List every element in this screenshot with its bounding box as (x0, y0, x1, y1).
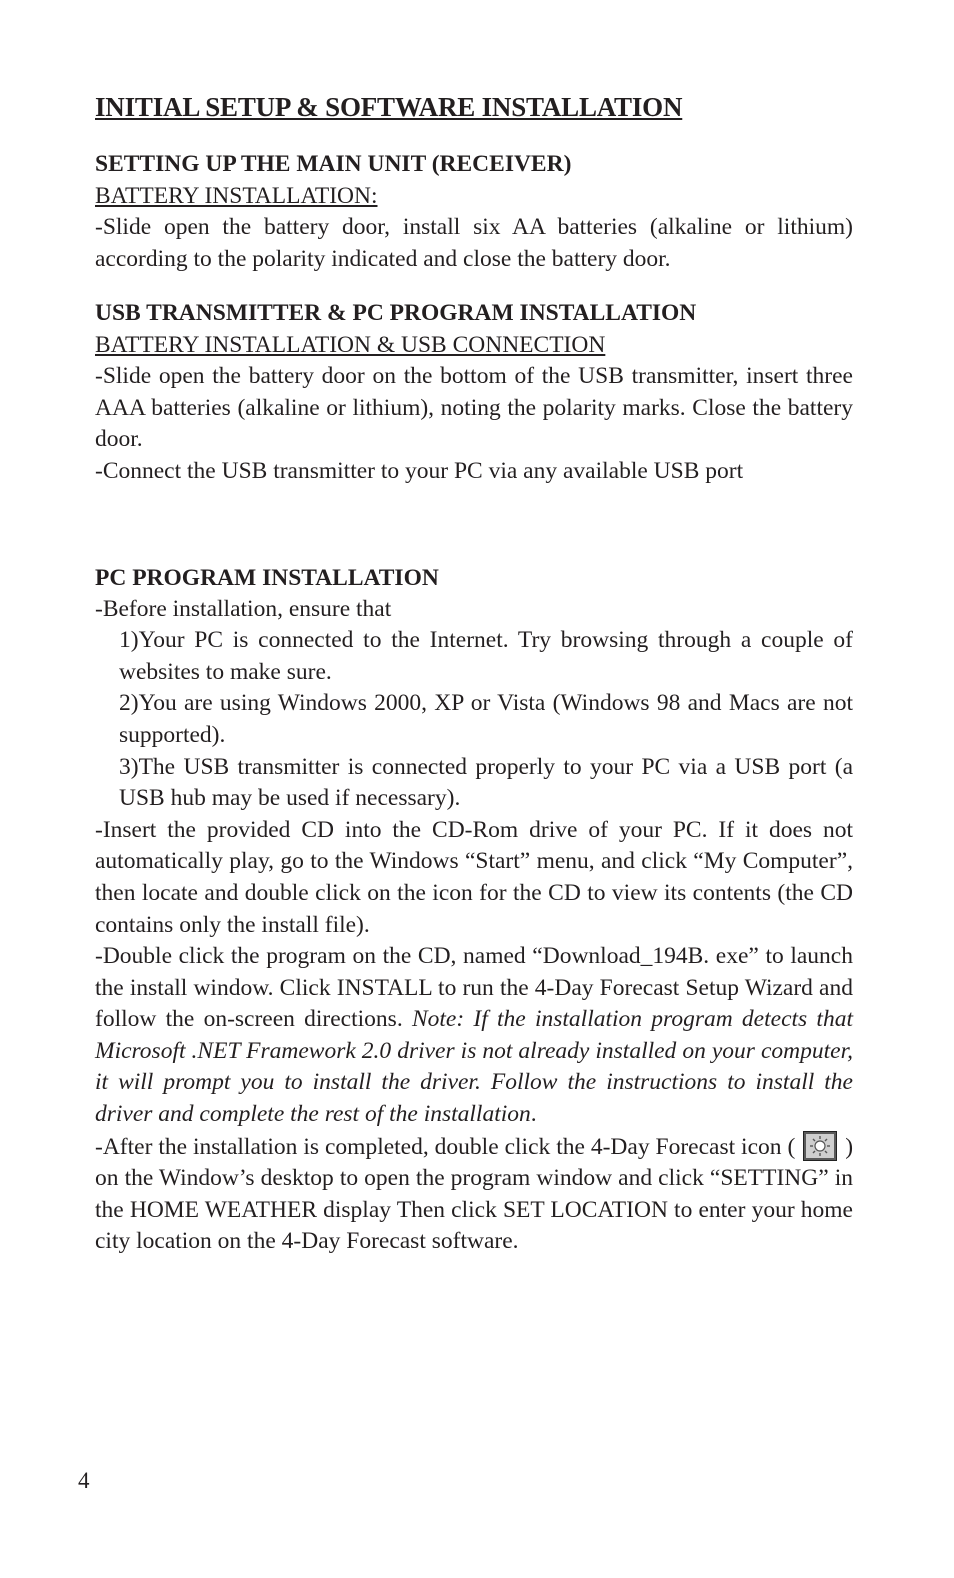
usb-subheading: BATTERY INSTALLATION & USB CONNECTION (95, 332, 606, 359)
pc-heading: PC PROGRAM INSTALLATION (95, 564, 439, 591)
page-number: 4 (78, 1468, 90, 1493)
usb-text-battery: -Slide open the battery door on the bottom of the USB transmitter, insert three AAA batteries (alkaline or lithium), noting the polarity marks. Close the battery door. (95, 363, 853, 453)
pc-item: 1)Your PC is connected to the Internet. Try browsing through a couple of websites to make sure. (119, 627, 853, 685)
pc-note: Note: If the installation program detects that Microsoft .NET Framework 2.0 driver is not already installed on your computer, it will prompt you to install the driver. Follow the instructions to install the driver and complete the rest of the installation (95, 1006, 853, 1128)
pc-after-install (95, 1131, 853, 1258)
page-title: INITIAL SETUP & SOFTWARE INSTALLATION (95, 92, 683, 122)
main-unit-heading: SETTING UP THE MAIN UNIT (RECEIVER) (95, 151, 572, 177)
pc-after-post: ) on the Window’s desktop to open the program window and click “SETTING” in the HOME WEATHER display Then click SET LOCATION to enter your home city location on the 4-Day Forecast software. (95, 1133, 854, 1255)
pc-item: 2)You are using Windows 2000, XP or Vista (Windows 98 and Macs are not supported). (119, 690, 853, 748)
main-unit-section (95, 148, 853, 275)
pc-insert-cd: -Insert the provided CD into the CD-Rom drive of your PC. If it does not automatically play, go to the Windows “Start” menu, and click “My Computer”, then locate and double click on the icon for the CD to view its contents (the CD contains only the install file). (95, 816, 853, 938)
usb-section (95, 297, 853, 487)
pc-intro: -Before installation, ensure that (95, 595, 392, 622)
pc-section (95, 562, 853, 1258)
pc-note-end: . (530, 1101, 537, 1128)
sun-weather-icon (803, 1131, 837, 1161)
main-unit-subheading: BATTERY INSTALLATION: (95, 183, 378, 209)
usb-text-connect: -Connect the USB transmitter to your PC via any available USB port (95, 457, 744, 484)
pc-double-click (95, 941, 853, 1131)
pc-after-pre: -After the installation is completed, double click the 4-Day Forecast icon ( (95, 1133, 796, 1160)
pc-item: 3)The USB transmitter is connected properly to your PC via a USB port (a USB hub may be used if necessary). (119, 753, 853, 812)
pc-double-click-text: -Double click the program on the CD, named “Download_194B. exe” to launch the install window. Click INSTALL to run the 4-Day Forecast Setup Wizard and follow the on-screen directions. (95, 943, 853, 1033)
main-unit-text: -Slide open the battery door, install six AA batteries (alkaline or lithium) according to the polarity indicated and close the battery door. (95, 214, 853, 272)
page-content (95, 88, 853, 1280)
usb-heading: USB TRANSMITTER & PC PROGRAM INSTALLATION (95, 300, 697, 327)
